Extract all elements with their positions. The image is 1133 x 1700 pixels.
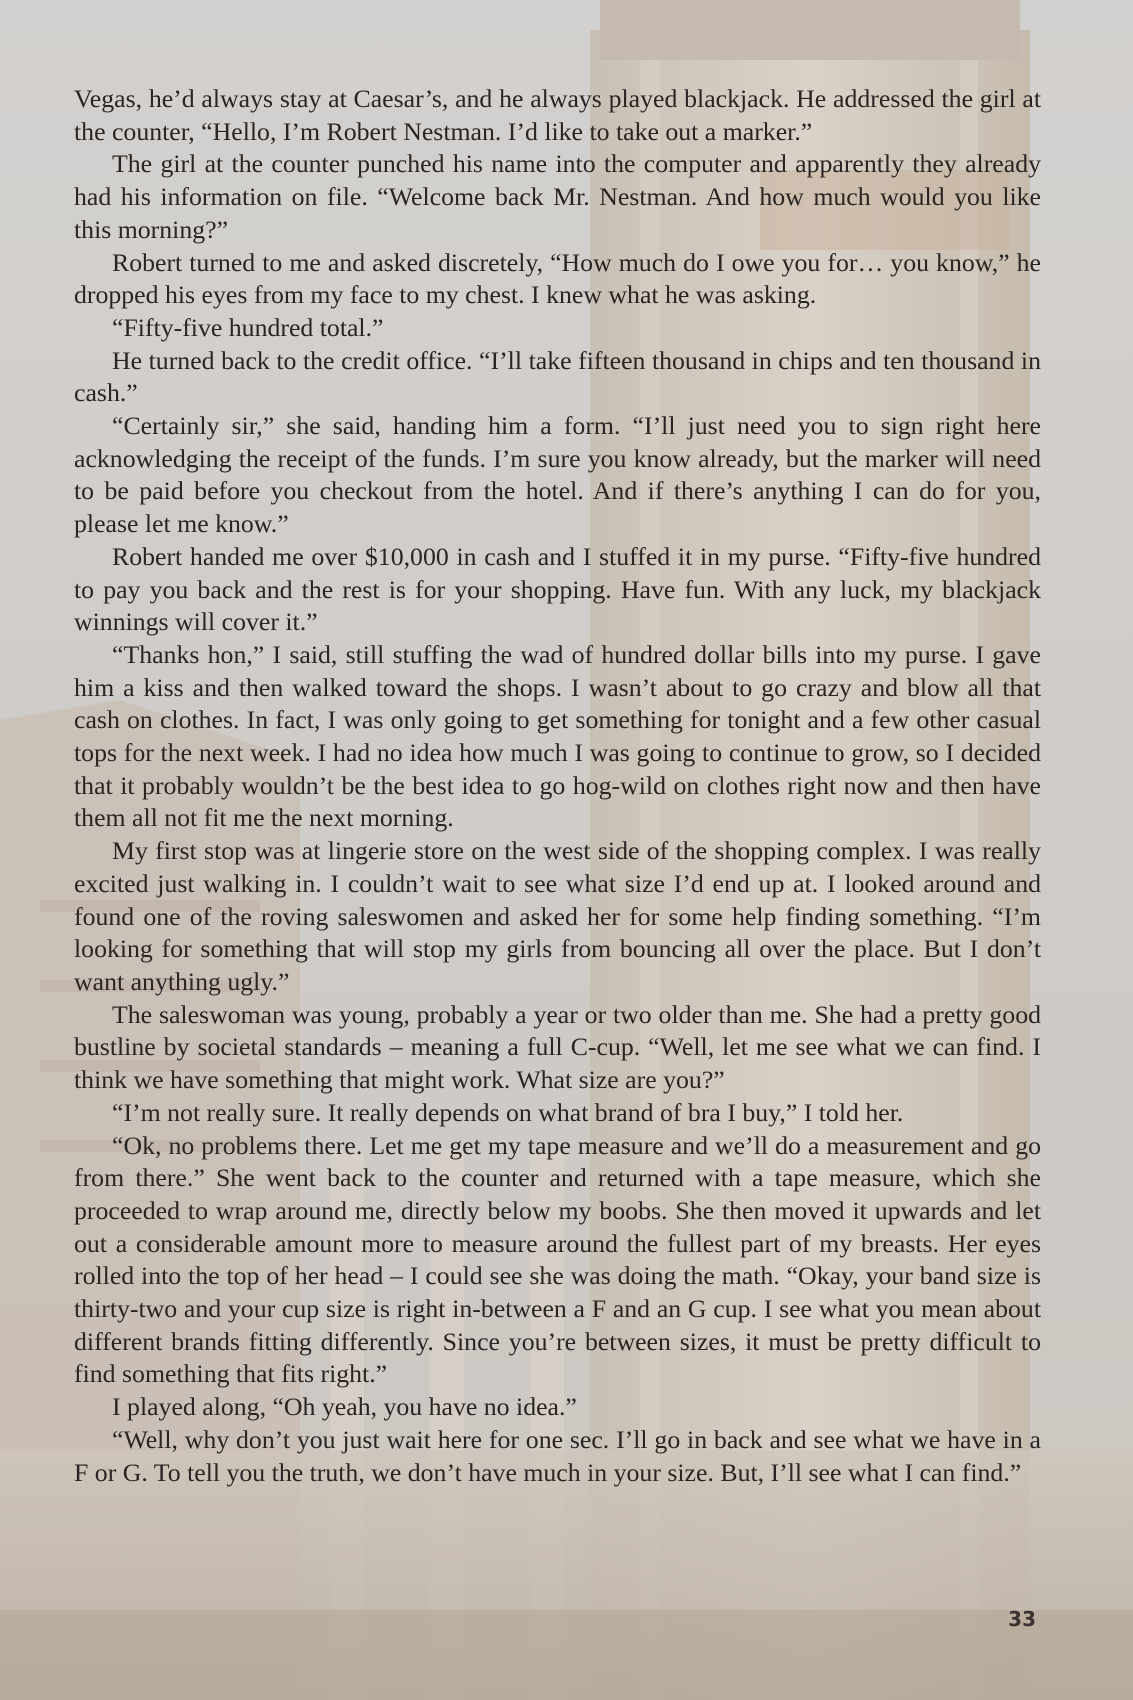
- paragraph: “I’m not really sure. It really depends on what brand of bra I buy,” I told her.: [112, 1097, 904, 1127]
- paragraph: Vegas, he’d always stay at Caesar’s, and he always played blackjack. He addressed the girl at the counter, “Hello, I’m Robert Nestman. I’d like to take out a marker.”: [74, 84, 1041, 146]
- paragraph: My first stop was at lingerie store on the west side of the shopping complex. I was really excited just walking in. I couldn’t wait to see what size I’d end up at. I looked around and found one of the roving saleswomen and asked her for some help finding something. “I’m looking for something that will stop my girls from bouncing all over the place. But I don’t want anything ugly.”: [74, 836, 1041, 996]
- paragraph: “Certainly sir,” she said, handing him a form. “I’ll just need you to sign right here acknowledging the receipt of the funds. I’m sure you know already, but the marker will need to be paid before you checkout from the hotel. And if there’s anything I can do for you, please let me know.”: [74, 411, 1041, 539]
- paragraph: He turned back to the credit office. “I’ll take fifteen thousand in chips and ten thousand in cash.”: [74, 345, 1041, 408]
- paragraph: The saleswoman was young, probably a year or two older than me. She had a pretty good bustline by societal standards – meaning a full C-cup. “Well, let me see what we can find. I think we have something that might work. What size are you?”: [74, 999, 1041, 1095]
- paragraph: “Ok, no problems there. Let me get my tape measure and we’ll do a measurement and go from there.” She went back to the counter and returned with a tape measure, which she proceeded to wrap around me, directly below my boobs. She then moved it upwards and let out a considerable amount more to measure around the fullest part of my breasts. Her eyes rolled into the top of her head – I could see she was doing the math. “Okay, your band size is thirty-two and your cup size is right in-between a F and an G cup. I see what you mean about different brands fitting differently. Since you’re between sizes, it must be pretty difficult to find something that fits right.”: [74, 1130, 1041, 1389]
- paragraph: I played along, “Oh yeah, you have no idea.”: [112, 1392, 577, 1422]
- paragraph: “Fifty-five hundred total.”: [112, 312, 384, 342]
- paragraph: The girl at the counter punched his name into the computer and apparently they already had his information on file. “Welcome back Mr. Nestman. And how much would you like this morning?”: [74, 149, 1041, 244]
- paragraph: Robert handed me over $10,000 in cash and I stuffed it in my purse. “Fifty-five hundred to pay you back and the rest is for your shopping. Have fun. With any luck, my blackjack winnings will cover it.”: [74, 541, 1041, 637]
- page-number: 33: [1008, 1607, 1036, 1631]
- paragraph: “Well, why don’t you just wait here for one sec. I’ll go in back and see what we have in a F or G. To tell you the truth, we don’t have much in your size. But, I’ll see what I can find.”: [74, 1424, 1041, 1487]
- paragraph: “Thanks hon,” I said, still stuffing the wad of hundred dollar bills into my purse. I gave him a kiss and then walked toward the shops. I wasn’t about to go crazy and blow all that cash on clothes. In fact, I was only going to get something for tonight and a few other casual tops for the next week. I had no idea how much I was going to continue to grow, so I decided that it probably wouldn’t be the best idea to go hog-wild on clothes right now and then have them all not fit me the next morning.: [74, 639, 1041, 833]
- body-text: [74, 83, 1041, 1489]
- paragraph: Robert turned to me and asked discretely, “How much do I owe you for… you know,” he dropped his eyes from my face to my chest. I knew what he was asking.: [74, 247, 1041, 310]
